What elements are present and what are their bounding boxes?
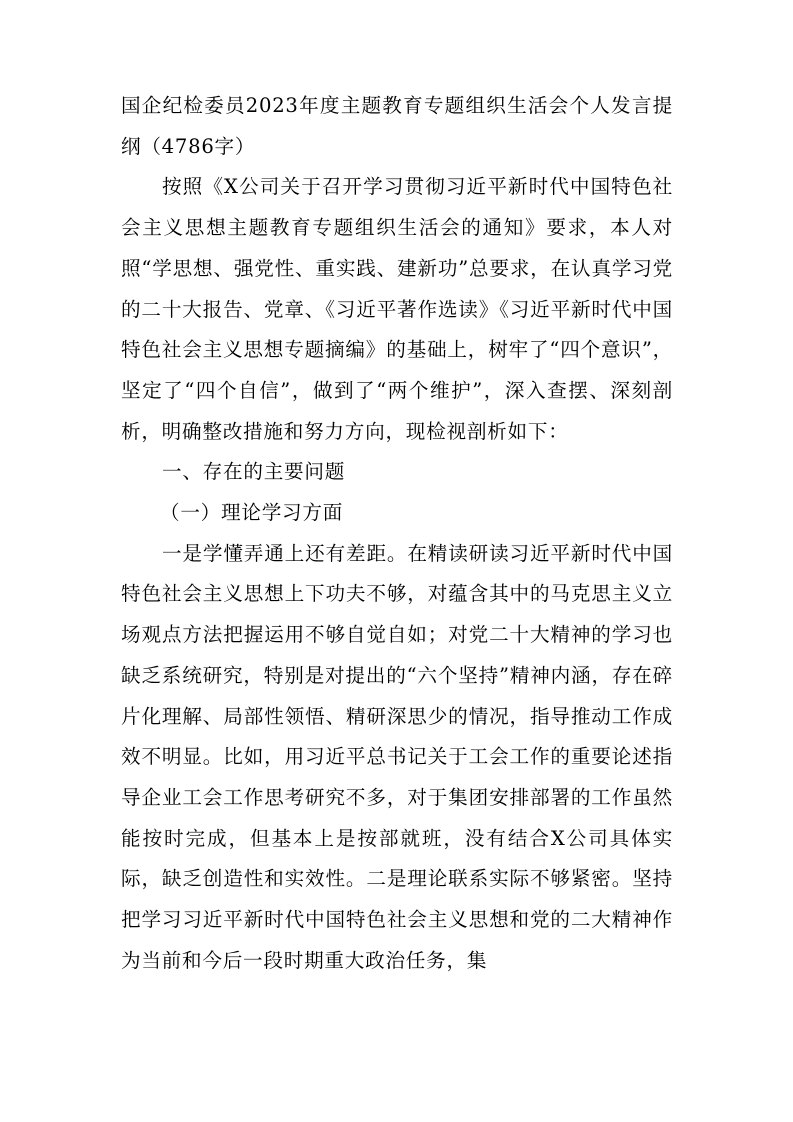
intro-paragraph: 按照《X公司关于召开学习贯彻习近平新时代中国特色社会主义思想主题教育专题组织生活会的通知》要求，本人对照“学思想、强党性、重实践、建新功”总要求，在认真学习党的二十大报告、党章、《习近平著作选读》《习近平新时代中国特色社会主义思想专题摘编》的基础上，树牢了“四个意识”，坚定了“四个自信”，做到了“两个维护”，深入查摆、深刻剖析，明确整改措施和努力方向，现检视剖析如下：: [121, 175, 673, 443]
document-title: 国企纪检委员2023年度主题教育专题组织生活会个人发言提纲（4786字）: [121, 94, 673, 158]
section-heading: 一、存在的主要问题: [162, 460, 346, 484]
document-body: [121, 86, 673, 981]
body-paragraph: 一是学懂弄通上还有差距。在精读研读习近平新时代中国特色社会主义思想上下功夫不够，对蕴含其中的马克思主义立场观点方法把握运用不够自觉自如；对党二十大精神的学习也缺乏系统研究，特别是对提出的“六个坚持”精神内涵，存在碎片化理解、局部性领悟、精研深思少的情况，指导推动工作成效不明显。比如，用习近平总书记关于工会工作的重要论述指导企业工会工作思考研究不多，对于集团安排部署的工作虽然能按时完成，但基本上是按部就班，没有结合X公司具体实际，缺乏创造性和实效性。二是理论联系实际不够紧密。坚持把学习习近平新时代中国特色社会主义思想和党的二大精神作为当前和今后一段时期重大政治任务，集: [121, 541, 673, 972]
subsection-heading: （一）理论学习方面: [160, 501, 344, 525]
